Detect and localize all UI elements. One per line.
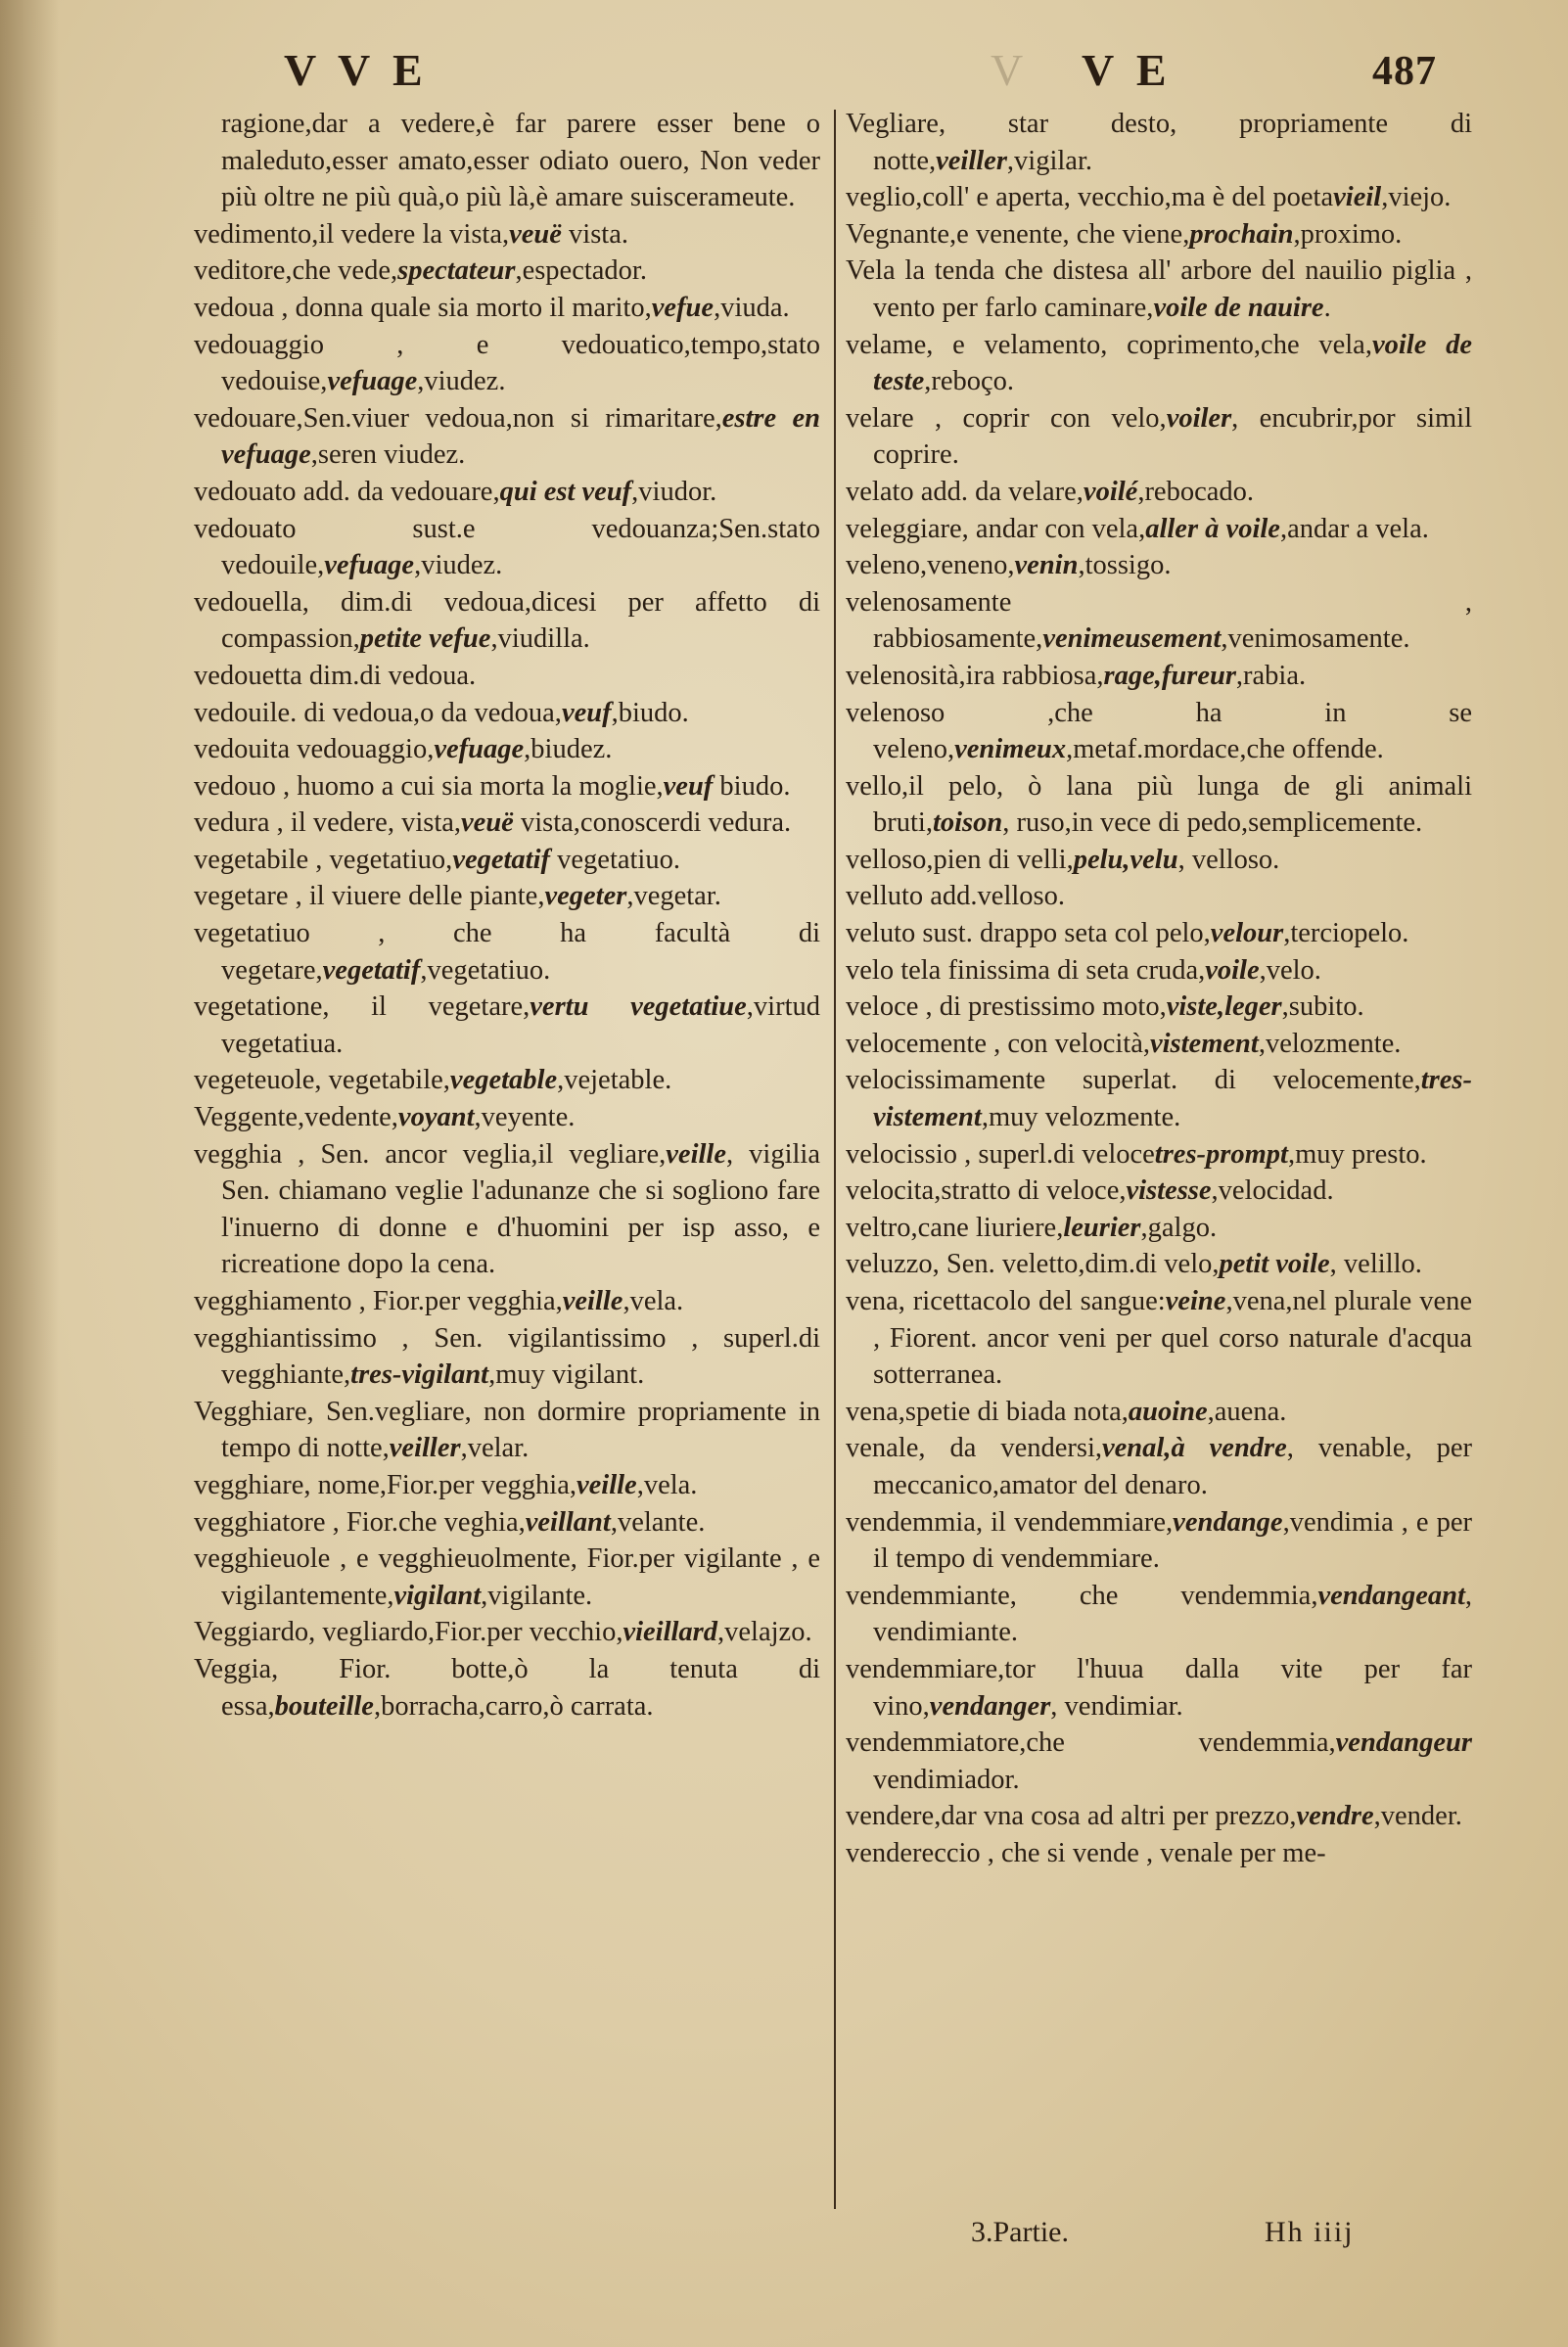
entry-french: veillant	[525, 1506, 611, 1538]
entry-french: venimeusement	[1042, 623, 1222, 655]
entry-spanish: ,muy velozmente.	[981, 1102, 1181, 1133]
entry-headword: velame, e velamento, coprimento,che vela,	[846, 329, 1372, 360]
dictionary-entry	[846, 1173, 1472, 1210]
entry-french: voile	[1205, 954, 1260, 986]
entry-french: leurier	[1063, 1212, 1141, 1243]
dictionary-entry	[194, 658, 820, 695]
dictionary-entry	[194, 878, 820, 915]
dictionary-entry	[846, 1725, 1472, 1798]
entry-headword: vena,spetie di biada nota,	[846, 1396, 1129, 1427]
entry-french: vegetatif	[322, 954, 421, 986]
entry-spanish: biudo.	[713, 770, 791, 802]
entry-spanish: , velillo.	[1329, 1249, 1422, 1280]
dictionary-entry	[194, 1541, 820, 1614]
entry-spanish: ,galgo.	[1140, 1212, 1218, 1243]
entry-french: tres-prompt	[1154, 1138, 1288, 1170]
entry-spanish: ,tossigo.	[1078, 550, 1172, 581]
entry-spanish: ,viudilla.	[490, 623, 590, 655]
entry-french: petite vefue	[359, 623, 491, 655]
entry-headword: Veggente,vedente,	[194, 1102, 398, 1133]
entry-french: tres-vistement	[873, 1065, 1472, 1133]
entry-spanish: ,virtud vegetatiua.	[221, 991, 820, 1059]
entry-headword: vedouita vedouaggio,	[194, 734, 435, 765]
entry-french: vendanger	[929, 1690, 1051, 1722]
dictionary-entry	[846, 842, 1472, 879]
entry-headword: venale, da vendersi,	[846, 1433, 1102, 1464]
entry-headword: velocita,stratto di veloce,	[846, 1175, 1127, 1207]
entry-french: estre en vefuage	[221, 402, 820, 471]
entry-headword: vedoua , donna quale sia morto il marito,	[194, 292, 652, 323]
entry-spanish: ,veyente.	[474, 1102, 576, 1133]
entry-headword: vendemmiante, che vendemmia,	[846, 1580, 1318, 1611]
entry-headword: vedouare,Sen.viuer vedoua,non si rimaritare,	[194, 402, 722, 434]
entry-spanish: ,rebocado.	[1137, 476, 1255, 507]
entry-spanish: ,borracha,carro,ò carrata.	[373, 1690, 654, 1722]
dictionary-entry	[194, 805, 820, 842]
entry-headword: vedouo , huomo a cui sia morta la moglie,	[194, 770, 664, 802]
entry-spanish: vista.	[561, 218, 628, 250]
entry-headword: vedimento,il vedere la vista,	[194, 218, 510, 250]
entry-french: veille	[576, 1469, 637, 1500]
entry-headword: vegetatiuo , che ha facultà di vegetare,	[194, 918, 820, 986]
entry-spanish: ,auena.	[1207, 1396, 1287, 1427]
page-footer	[0, 2216, 1568, 2265]
entry-spanish: ,vigilante.	[481, 1580, 593, 1611]
dictionary-entry	[846, 952, 1472, 989]
entry-spanish: ,muy presto.	[1287, 1138, 1427, 1170]
entry-headword: vedouella, dim.di vedoua,dicesi per affetto di compassion,	[194, 586, 820, 655]
entry-headword: vedura , il vedere, vista,	[194, 807, 462, 839]
entry-french: veiller	[389, 1433, 461, 1464]
dictionary-entry	[846, 1283, 1472, 1394]
dictionary-entry	[846, 768, 1472, 842]
entry-spanish: ,velozmente.	[1258, 1028, 1402, 1059]
dictionary-entry	[194, 1062, 820, 1099]
entry-french: auoine	[1128, 1396, 1208, 1427]
dictionary-entry	[846, 1136, 1472, 1174]
entry-headword: velenosità,ira rabbiosa,	[846, 660, 1104, 691]
dictionary-entry	[194, 1394, 820, 1467]
dictionary-entry	[846, 695, 1472, 768]
entry-headword: velenosamente , rabbiosamente,	[846, 586, 1472, 655]
entry-headword: vegghiantissimo , Sen. vigilantissimo , superl.di vegghiante,	[194, 1322, 820, 1391]
entry-spanish: , vendimiar.	[1050, 1690, 1183, 1722]
entry-french: vieillard	[623, 1617, 718, 1648]
entry-headword: vendereccio , che si vende , venale per me-	[846, 1837, 1326, 1868]
entry-headword: vegghiare, nome,Fior.per vegghia,	[194, 1469, 576, 1500]
dictionary-entry	[194, 216, 820, 253]
entry-headword: velloso,pien di velli,	[846, 844, 1074, 875]
dictionary-entry	[194, 731, 820, 768]
entry-spanish: , encubrir,por simil coprire.	[873, 402, 1473, 471]
entry-french: pelu,velu	[1073, 844, 1178, 875]
entry-french: rage,fureur	[1103, 660, 1236, 691]
entry-french: voiler	[1166, 402, 1232, 434]
entry-headword: vegetabile , vegetatiuo,	[194, 844, 453, 875]
entry-headword: veluto sust. drappo seta col pelo,	[846, 918, 1211, 949]
entry-spanish: , velloso.	[1177, 844, 1280, 875]
dictionary-entry	[194, 1099, 820, 1136]
entry-headword: velato add. da velare,	[846, 476, 1084, 507]
entry-french: vefuage	[434, 734, 525, 765]
dictionary-entry	[846, 1026, 1472, 1063]
entry-headword: velluto add.velloso.	[846, 881, 1066, 912]
entry-spanish: ,proximo.	[1293, 218, 1403, 250]
dictionary-entry	[846, 547, 1472, 584]
dictionary-entry	[846, 511, 1472, 548]
entry-french: venin	[1014, 550, 1079, 581]
entry-french: toison	[932, 807, 1003, 839]
entry-headword: vegghiamento , Fior.per vegghia,	[194, 1286, 563, 1316]
entry-spanish: ,biudez.	[524, 734, 613, 765]
entry-french: veille	[562, 1286, 623, 1316]
dictionary-entry	[846, 474, 1472, 511]
entry-french: vieil	[1333, 182, 1382, 213]
dictionary-entry	[846, 1835, 1472, 1872]
entry-french: vendangeur	[1335, 1727, 1472, 1759]
entry-spanish: vista,conoscerdi vedura.	[513, 807, 792, 839]
dictionary-entry	[194, 1283, 820, 1320]
dictionary-entry	[846, 106, 1472, 179]
entry-french: veuf	[561, 697, 612, 728]
entry-spanish: ,subito.	[1281, 991, 1364, 1023]
entry-spanish: ,viuda.	[714, 292, 790, 323]
running-head-ghost: V	[991, 45, 1030, 95]
entry-spanish: ,seren viudez.	[310, 439, 466, 471]
right-column	[846, 106, 1472, 1872]
entry-spanish: ,velajzo.	[717, 1617, 812, 1648]
dictionary-entry	[846, 1430, 1472, 1503]
entry-french: vefuage	[324, 550, 415, 581]
entry-spanish: ,velo.	[1259, 954, 1321, 986]
entry-headword: Vegliare, star desto, propriamente di notte,	[846, 109, 1472, 176]
entry-spanish: ,rabia.	[1235, 660, 1307, 691]
entry-headword: vendemmiatore,che vendemmia,	[846, 1727, 1336, 1759]
entry-headword: veglio,coll' e aperta, vecchio,ma è del poeta	[846, 182, 1334, 213]
entry-french: vertu vegetatiue	[530, 991, 747, 1023]
entry-headword: Vegnante,e venente, che viene,	[846, 218, 1190, 250]
dictionary-entry	[194, 400, 820, 474]
entry-spanish: ,espectador.	[515, 255, 647, 287]
dictionary-entry	[194, 474, 820, 511]
dictionary-entry	[846, 327, 1472, 400]
entry-headword: vegeteuole, vegetabile,	[194, 1065, 450, 1096]
entry-headword: vegghieuole , e vegghieuolmente, Fior.per vigilante , e vigilantemente,	[194, 1543, 820, 1611]
dictionary-entry	[194, 842, 820, 879]
entry-french: velour	[1210, 918, 1284, 949]
entry-french: venal,à vendre	[1102, 1433, 1287, 1464]
entry-french: veuë	[509, 218, 562, 250]
dictionary-entry	[846, 915, 1472, 952]
dictionary-entry	[194, 106, 820, 216]
dictionary-entry	[846, 216, 1472, 253]
dictionary-entry	[846, 1394, 1472, 1431]
entry-french: voile de teste	[873, 329, 1472, 397]
running-head-right: V E	[1082, 45, 1173, 95]
entry-spanish: , ruso,in vece di pedo,semplicemente.	[1002, 807, 1423, 839]
dictionary-entry	[846, 1651, 1472, 1725]
entry-headword: vedouato add. da vedouare,	[194, 476, 500, 507]
dictionary-entry	[194, 584, 820, 658]
entry-spanish: ,viejo.	[1381, 182, 1452, 213]
entry-french: vendangeant	[1317, 1580, 1465, 1611]
entry-headword: vedouetta dim.di vedoua.	[194, 660, 477, 691]
entry-spanish: ,terciopelo.	[1283, 918, 1409, 949]
entry-headword: Vela la tenda che distesa all' arbore del nauilio piglia , vento per farlo caminare,	[846, 255, 1472, 323]
entry-headword: vena, ricettacolo del sangue:	[846, 1286, 1166, 1316]
entry-headword: vendemmia, il vendemmiare,	[846, 1506, 1174, 1538]
entry-french: vendre	[1296, 1801, 1374, 1832]
entry-headword: velocissio , superl.di veloce	[846, 1138, 1155, 1170]
entry-french: vefuage	[327, 366, 418, 397]
entry-french: spectateur	[397, 255, 516, 287]
entry-spanish: vendimiador.	[873, 1764, 1020, 1795]
dictionary-entry	[194, 1504, 820, 1542]
entry-headword: vegghiatore , Fior.che veghia,	[194, 1506, 526, 1538]
entry-headword: vendemmiare,tor l'huua dalla vite per far vino,	[846, 1653, 1472, 1722]
entry-headword: vedouato sust.e vedouanza;Sen.stato vedouile,	[194, 513, 820, 581]
dictionary-entry	[846, 584, 1472, 658]
running-head	[0, 44, 1568, 113]
entry-headword: veditore,che vede,	[194, 255, 398, 287]
entry-spanish: ,muy vigilant.	[488, 1359, 645, 1391]
dictionary-entry	[846, 989, 1472, 1026]
entry-spanish: ,vela.	[623, 1286, 684, 1316]
entry-french: prochain	[1189, 218, 1294, 250]
entry-headword: velocemente , con velocità,	[846, 1028, 1150, 1059]
dictionary-entry	[194, 695, 820, 732]
entry-french: veuf	[663, 770, 714, 802]
entry-headword: vendere,dar vna cosa ad altri per prezzo,	[846, 1801, 1297, 1832]
entry-french: vistesse	[1126, 1175, 1212, 1207]
entry-spanish: ,vegetar.	[626, 881, 721, 912]
entry-headword: vedouaggio , e vedouatico,tempo,stato vedouise,	[194, 329, 820, 397]
entry-spanish: ,vendimia , e per il tempo di vendemmiare.	[873, 1506, 1472, 1575]
entry-french: vegetatif	[452, 844, 551, 875]
entry-french: tres-vigilant	[350, 1359, 489, 1391]
dictionary-entry	[194, 915, 820, 989]
entry-spanish: , vigilia Sen. chiamano veglie l'adunanze che si sogliono fare l'inuerno di donne e d'huomini per isp asso, e ricreatione dopo la cena.	[221, 1138, 820, 1280]
entry-french: aller à voile	[1145, 513, 1280, 544]
page-number: 487	[1372, 49, 1437, 94]
entry-headword: veluzzo, Sen. veletto,dim.di velo,	[846, 1249, 1220, 1280]
dictionary-entry	[846, 1578, 1472, 1651]
entry-french: venimeux	[954, 734, 1067, 765]
entry-spanish: ,andar a vela.	[1279, 513, 1429, 544]
entry-spanish: ,viudez.	[414, 550, 503, 581]
entry-french: bouteille	[274, 1690, 374, 1722]
entry-spanish: ,vegetatiuo.	[420, 954, 551, 986]
dictionary-entry	[194, 253, 820, 290]
entry-spanish: vegetatiuo.	[550, 844, 680, 875]
dictionary-entry	[846, 179, 1472, 216]
entry-headword: velare , coprir con velo,	[846, 402, 1167, 434]
page-gutter-shadow	[0, 0, 59, 2347]
entry-french: veuë	[461, 807, 514, 839]
entry-spanish: ,reboço.	[924, 366, 1015, 397]
entry-headword: vello,il pelo, ò lana più lunga de gli animali bruti,	[846, 770, 1472, 839]
sheet-mark: Hh iiij	[1265, 2216, 1355, 2248]
entry-french: petit voile	[1219, 1249, 1330, 1280]
entry-headword: velo tela finissima di seta cruda,	[846, 954, 1206, 986]
dictionary-entry	[846, 1246, 1472, 1283]
entry-spanish: ,vigilar.	[1006, 145, 1092, 176]
entry-french: vegeter	[544, 881, 627, 912]
entry-spanish: , vendimiante.	[873, 1580, 1472, 1648]
running-head-left: V V E	[284, 45, 429, 95]
entry-spanish: ,vela.	[636, 1469, 698, 1500]
dictionary-entry	[846, 1798, 1472, 1835]
dictionary-entry	[846, 658, 1472, 695]
entry-french: veine	[1165, 1286, 1226, 1316]
entry-headword: Veggiardo, vegliardo,Fior.per vecchio,	[194, 1617, 623, 1648]
column-divider	[834, 110, 836, 2209]
entry-headword: vedouile. di vedoua,o da vedoua,	[194, 697, 562, 728]
entry-french: vigilant	[393, 1580, 482, 1611]
entry-spanish: ,velante.	[610, 1506, 706, 1538]
entry-french: voile de nauire	[1153, 292, 1324, 323]
dictionary-entry	[846, 1504, 1472, 1578]
dictionary-entry	[194, 989, 820, 1062]
dictionary-entry	[194, 768, 820, 805]
entry-headword: vegetare , il viuere delle piante,	[194, 881, 545, 912]
entry-spanish: ,vena,nel plurale vene , Fiorent. ancor veni per quel corso naturale d'acqua sotterranea.	[873, 1286, 1472, 1391]
dictionary-entry	[846, 1210, 1472, 1247]
entry-french: viste,leger	[1166, 991, 1282, 1023]
dictionary-entry	[194, 1651, 820, 1725]
entry-spanish: ,vejetable.	[557, 1065, 672, 1096]
entry-headword: Veggia, Fior. botte,ò la tenuta di essa,	[194, 1653, 820, 1722]
entry-spanish: ,venimosamente.	[1221, 623, 1410, 655]
entry-french: voilé	[1083, 476, 1138, 507]
entry-french: veille	[666, 1138, 726, 1170]
entry-french: vendange	[1173, 1506, 1283, 1538]
entry-headword: veleggiare, andar con vela,	[846, 513, 1146, 544]
entry-french: voyant	[397, 1102, 475, 1133]
entry-headword: Vegghiare, Sen.vegliare, non dormire propriamente in tempo di notte,	[194, 1396, 820, 1464]
dictionary-entry	[846, 878, 1472, 915]
entry-headword: veleno,veneno,	[846, 550, 1015, 581]
entry-spanish: ,viudor.	[631, 476, 717, 507]
entry-headword: velocissimamente superlat. di velocemente,	[846, 1065, 1421, 1096]
entry-french: veiller	[936, 145, 1007, 176]
entry-spanish: ,velar.	[460, 1433, 530, 1464]
dictionary-entry	[194, 1614, 820, 1651]
entry-french: vistement	[1149, 1028, 1259, 1059]
entry-french: vegetable	[449, 1065, 558, 1096]
entry-spanish: ,biudo.	[611, 697, 689, 728]
entry-spanish: , venable, per meccanico,amator del denaro.	[873, 1433, 1472, 1500]
entry-headword: vegetatione, il vegetare,	[194, 991, 530, 1023]
signature-mark: 3.Partie.	[971, 2216, 1069, 2248]
entry-french: qui est veuf	[499, 476, 632, 507]
dictionary-entry	[846, 253, 1472, 326]
dictionary-entry	[194, 1136, 820, 1283]
entry-text: ragione,dar a vedere,è far parere esser bene o maleduto,esser amato,esser odiato ouero, Non veder più oltre ne più quà,o più là,è amare suiscerameute.	[221, 109, 820, 213]
dictionary-entry	[194, 1467, 820, 1504]
dictionary-entry	[194, 290, 820, 327]
dictionary-entry	[194, 327, 820, 400]
dictionary-entry	[846, 400, 1472, 474]
left-column	[194, 106, 820, 1725]
entry-spanish: ,metaf.mordace,che offende.	[1066, 734, 1384, 765]
dictionary-entry	[846, 1062, 1472, 1135]
entry-headword: veltro,cane liuriere,	[846, 1212, 1064, 1243]
entry-french: vefue	[651, 292, 715, 323]
dictionary-entry	[194, 511, 820, 584]
entry-spanish: ,vender.	[1373, 1801, 1462, 1832]
entry-headword: vegghia , Sen. ancor veglia,il vegliare,	[194, 1138, 667, 1170]
dictionary-entry	[194, 1320, 820, 1394]
entry-spanish: .	[1323, 292, 1331, 323]
entry-headword: veloce , di prestissimo moto,	[846, 991, 1167, 1023]
entry-spanish: ,viudez.	[417, 366, 506, 397]
entry-spanish: ,velocidad.	[1211, 1175, 1334, 1207]
entry-headword: velenoso ,che ha in se veleno,	[846, 697, 1472, 765]
